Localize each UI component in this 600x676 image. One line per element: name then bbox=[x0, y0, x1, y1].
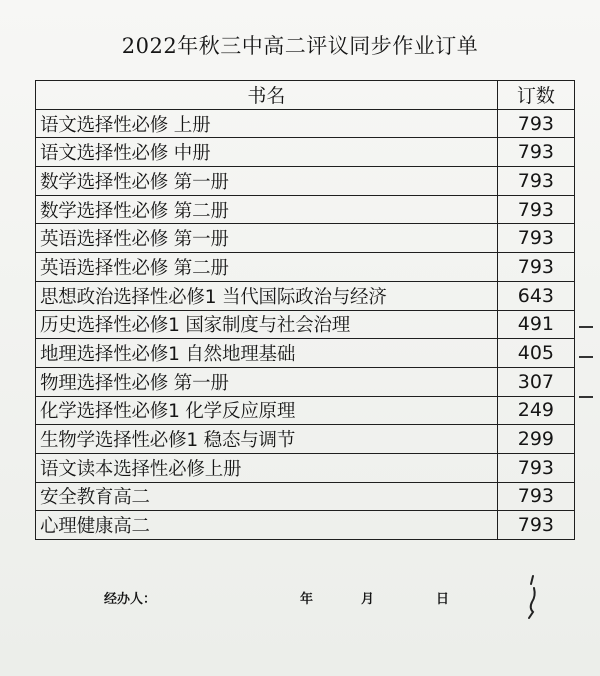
table-row bbox=[36, 109, 575, 138]
quantity-cell: 793 bbox=[497, 167, 574, 196]
quantity-cell: 793 bbox=[497, 195, 574, 224]
book-name-cell: 思想政治选择性必修1 当代国际政治与经济 bbox=[36, 281, 498, 310]
book-name-cell: 心理健康高二 bbox=[36, 511, 498, 540]
table-row bbox=[36, 511, 575, 540]
quantity-cell: 405 bbox=[497, 339, 574, 368]
book-name-cell: 语文选择性必修 中册 bbox=[36, 138, 498, 167]
order-table bbox=[35, 80, 575, 540]
pen-tick-mark bbox=[579, 356, 593, 358]
quantity-cell: 793 bbox=[497, 109, 574, 138]
book-name-cell: 语文选择性必修 上册 bbox=[36, 109, 498, 138]
table-row bbox=[36, 167, 575, 196]
pen-tick-mark bbox=[579, 396, 593, 398]
quantity-cell: 299 bbox=[497, 425, 574, 454]
book-name-cell: 化学选择性必修1 化学反应原理 bbox=[36, 396, 498, 425]
month-label: 月 bbox=[361, 592, 375, 607]
quantity-cell: 491 bbox=[497, 310, 574, 339]
table-row bbox=[36, 453, 575, 482]
table-row bbox=[36, 138, 575, 167]
quantity-cell: 793 bbox=[497, 453, 574, 482]
column-header-book-name: 书名 bbox=[36, 81, 498, 110]
book-name-cell: 语文读本选择性必修上册 bbox=[36, 453, 498, 482]
table-header-row bbox=[36, 81, 575, 110]
book-name-cell: 数学选择性必修 第一册 bbox=[36, 167, 498, 196]
table-row bbox=[36, 367, 575, 396]
table-row bbox=[36, 253, 575, 282]
year-label: 年 bbox=[300, 592, 314, 607]
book-name-cell: 安全教育高二 bbox=[36, 482, 498, 511]
table-row bbox=[36, 482, 575, 511]
book-name-cell: 历史选择性必修1 国家制度与社会治理 bbox=[36, 310, 498, 339]
table-row bbox=[36, 224, 575, 253]
pen-squiggle-mark bbox=[524, 574, 540, 620]
book-name-cell: 英语选择性必修 第二册 bbox=[36, 253, 498, 282]
quantity-cell: 793 bbox=[497, 511, 574, 540]
quantity-cell: 307 bbox=[497, 367, 574, 396]
quantity-cell: 793 bbox=[497, 482, 574, 511]
quantity-cell: 793 bbox=[497, 253, 574, 282]
quantity-cell: 793 bbox=[497, 138, 574, 167]
quantity-cell: 793 bbox=[497, 224, 574, 253]
table-row bbox=[36, 281, 575, 310]
book-name-cell: 地理选择性必修1 自然地理基础 bbox=[36, 339, 498, 368]
book-name-cell: 英语选择性必修 第一册 bbox=[36, 224, 498, 253]
book-name-cell: 生物学选择性必修1 稳态与调节 bbox=[36, 425, 498, 454]
column-header-quantity: 订数 bbox=[497, 81, 574, 110]
table-row bbox=[36, 396, 575, 425]
quantity-cell: 249 bbox=[497, 396, 574, 425]
table-row bbox=[36, 425, 575, 454]
table-row bbox=[36, 195, 575, 224]
table-row bbox=[36, 339, 575, 368]
handler-label: 经办人： bbox=[104, 592, 157, 607]
page-title: 2022年秋三中高二评议同步作业订单 bbox=[121, 34, 479, 58]
pen-tick-mark bbox=[579, 326, 593, 328]
book-name-cell: 数学选择性必修 第二册 bbox=[36, 195, 498, 224]
table-row bbox=[36, 310, 575, 339]
book-name-cell: 物理选择性必修 第一册 bbox=[36, 367, 498, 396]
day-label: 日 bbox=[436, 592, 450, 607]
quantity-cell: 643 bbox=[497, 281, 574, 310]
